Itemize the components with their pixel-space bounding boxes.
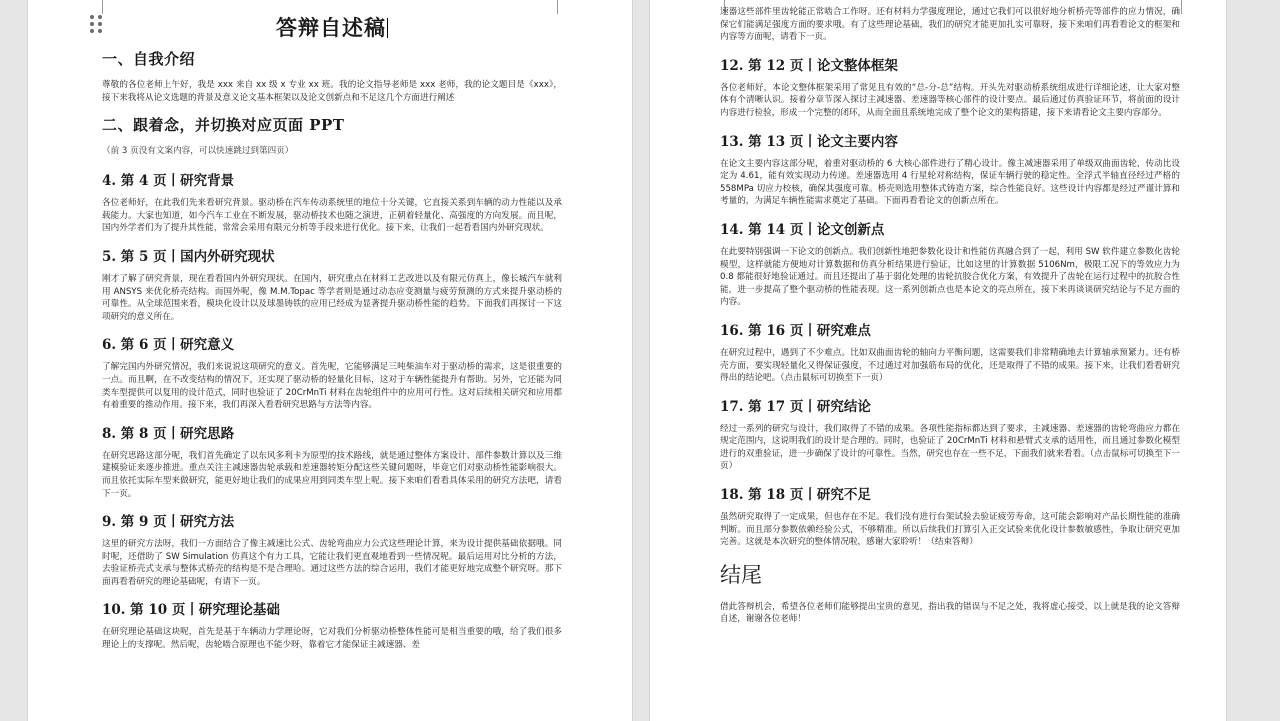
paragraph: 各位老师好，在此我们先来看研究背景。驱动桥在汽车传动系统里的地位十分关键，它直接关系到车辆的动力性能以及承载能力。大家也知道，如今汽车工业在不断发展，驱动桥技术也随之演进，正朝着轻量化、高强度的方向发展。而且呢，国内外学者们为了提升其性能，常常会采用有限元分析等手段来进行优化。接下来，让我们一起看看国内外研究现状。 — [102, 198, 562, 234]
page-heading: 16. 第 16 页丨研究难点 — [720, 322, 871, 339]
drag-handle-icon[interactable] — [90, 15, 104, 33]
paragraph: 在此要特别强调一下论文的创新点。我们创新性地把参数化设计和性能仿真融合到了一起，利用 SW 软件建立参数化齿轮模型，这样就能方便地对计算数据和仿真分析结果进行验证，比如这里的计算数据 5106Nm，极限工况下的等效应力为 0.8 都能很好地验证通过。而且还提出了基于弱化处理的齿轮抗胶合优化方案，有效提升了齿轮在运行过程中的抗胶合性能，进一步提高了整个驱动桥的性能表现。这一系列创新点也是本论文的亮点所在，接下来再谈谈研究结论与不足方面的内容。 — [720, 246, 1180, 308]
text-cursor — [387, 18, 388, 38]
paragraph: 各位老师好，本论文整体框架采用了常见且有效的“总-分-总”结构。开头先对驱动桥系统组成进行详细论述，让大家对整体有个清晰认识。接着分章节深入探讨主减速器、差速器等核心部件的设计要点。最后通过仿真验证环节，将前面的设计内容进行检验，形成一个完整的闭环，从而全面且系统地完成了整个论文的架构搭建，接下来请看论文主要内容部分。 — [720, 82, 1180, 118]
paragraph: 刚才了解了研究背景，现在看看国内外研究现状。在国内，研究重点在材料工艺改进以及有限元仿真上，像长城汽车就利用 ANSYS 来优化桥壳结构。而国外呢，像 M.M.Topac 等学者则是通过动态应变测量与疲劳预测的方式来提升驱动桥的可靠性。从全球范围来看，模块化设计以及球墨铸铁的应用已经成为显著提升驱动桥性能的趋势。下面我们再探讨一下这项研究的意义所在。 — [102, 273, 562, 322]
page-heading: 17. 第 17 页丨研究结论 — [720, 398, 871, 415]
paragraph: 在研究理论基础这块呢，首先是基于车辆动力学理论呀，它对我们分析驱动桥整体性能可是相当重要的哦，给了我们很多理论上的支撑呢。然后呢，齿轮啮合原理也不能少呀，靠着它才能保证主减速器、差 — [102, 627, 562, 651]
paragraph: 在论文主要内容这部分呢，着重对驱动桥的 6 大核心部件进行了精心设计。像主减速器采用了单级双曲面齿轮，传动比设定为 4.61，能有效实现动力传递。差速器选用 4 行星轮对称结构，保证车辆行驶的稳定性。全浮式半轴直径经过严格的 558MPa 切应力校核，确保其强度可靠。桥壳则选用整体式铸造方案，综合性能良好。这些设计内容都是经过严谨计算和考量的，为满足车辆性能需求奠定了基础。下面再看看论文的创新点所在。 — [720, 158, 1180, 207]
paragraph: 这里的研究方法呀，我们一方面结合了像主减速比公式、齿轮弯曲应力公式这些理论计算，来为设计提供基础依据哦。同时呢，还借助了 SW Simulation 仿真这个有力工具，它能让我们更直观地看到一些情况呢。最后运用对比分析的方法，去验证桥壳式支承与整体式桥壳的结构是不是合理哈。通过这些方法的综合运用，我们才能更好地完成整个研究呀。那下面再看看研究的理论基础呢，有请下一页。 — [102, 539, 562, 587]
paragraph: 尊敬的各位老师上午好，我是 xxx 来自 xx 级 x 专业 xx 班。我的论文指导老师是 xxx 老师，我的论文题目是《xxx》，接下来我将从论文选题的背景及意义论文基本框架以及论文创新点和不足这几个方面进行阐述 — [102, 80, 562, 103]
page-heading: 8. 第 8 页丨研究思路 — [102, 425, 235, 442]
document-page-left[interactable] — [28, 0, 632, 721]
document-title[interactable]: 答辩自述稿 — [276, 15, 386, 40]
section-heading: 二、跟着念，并切换对应页面 PPT — [102, 116, 345, 135]
page-heading: 12. 第 12 页丨论文整体框架 — [720, 57, 898, 74]
page-heading: 13. 第 13 页丨论文主要内容 — [720, 133, 898, 150]
paragraph: 借此答辩机会，希望各位老师们能够提出宝贵的意见，指出我的错误与不足之处，我将虚心接受，以上就是我的论文答辩自述，谢谢各位老师！ — [720, 601, 1180, 625]
paragraph: 在研究过程中，遇到了不少难点。比如双曲面齿轮的轴向力平衡问题，这需要我们非常精确地去计算轴承预紧力。还有桥壳方面，要实现轻量化又得保证强度，不过通过对加强筋布局的优化，还是取得了不错的成果。接下来，让我们看看研究得出的结论吧。（点击鼠标可切换至下一页） — [720, 347, 1180, 384]
page-heading: 5. 第 5 页丨国内外研究现状 — [102, 248, 275, 265]
page-heading: 6. 第 6 页丨研究意义 — [102, 337, 235, 354]
crop-mark — [88, 0, 103, 14]
note-text: （前 3 页没有文案内容，可以快速跳过到第四页） — [102, 146, 294, 157]
crop-mark — [1181, 0, 1196, 14]
page-heading: 14. 第 14 页丨论文创新点 — [720, 221, 885, 238]
page-heading: 9. 第 9 页丨研究方法 — [102, 514, 235, 531]
paragraph: 虽然研究取得了一定成果，但也存在不足。我们没有进行台架试验去验证疲劳寿命，这可能会影响对产品长期性能的准确判断。而且部分参数依赖经验公式，不够精准。所以后续我们打算引入正交试验来优化设计参数敏感性，争取让研究更加完善。这就是本次研究的整体情况啦，感谢大家聆听！（结束答辩） — [720, 512, 1180, 548]
paragraph: 经过一系列的研究与设计，我们取得了不错的成果。各项性能指标都达到了要求，主减速器、差速器的齿轮弯曲应力都在规定范围内，这说明我们的设计是合理的。同时，也验证了 20CrMnTi 材料和悬臂式支承的适用性，而且通过参数化模型进行的双重验证，进一步确保了设计的可靠性。当然，研究也存在一些不足，下面我们就来看看。（点击鼠标可切换至下一页） — [720, 423, 1180, 472]
page-heading: 10. 第 10 页丨研究理论基础 — [102, 602, 280, 619]
paragraph: 了解完国内外研究情况，我们来说说这项研究的意义。首先呢，它能够满足三吨柴油车对于驱动桥的需求，这是很重要的一点。而且啊，在不改变结构的情况下，还实现了驱动桥的轻量化目标，这对于车辆性能提升有帮助。另外，它还能为同类车型提供可以复用的设计范式，同时也验证了 20CrMnTi 材料在齿轮组件中的应用可行性。这对后续相关研究和应用都有着重要的推动作用。接下来，我们再深入看看研究思路与方法等内容。 — [102, 362, 562, 411]
section-heading: 一、自我介绍 — [102, 50, 196, 68]
page-heading: 18. 第 18 页丨研究不足 — [720, 487, 871, 504]
document-page-right[interactable] — [650, 0, 1226, 721]
paragraph: 速器这些部件里齿轮能正常啮合工作呀。还有材料力学强度理论，通过它我们可以很好地分析桥壳等部件的应力情况，确保它们能满足强度方面的要求哦。有了这些理论基础，我们的研究才能更加扎实可靠呀，接下来咱们再看看论文的框架和内容等方面呢，请看下一页。 — [720, 7, 1180, 43]
page-heading: 4. 第 4 页丨研究背景 — [102, 173, 235, 190]
paragraph: 在研究思路这部分呢，我们首先确定了以东风多利卡为原型的技术路线，就是通过整体方案设计、部件参数计算以及三维建模验证来逐步推进。重点关注主减速器齿轮承载和差速器转矩分配这些关键问题呀，毕竟它们对驱动桥性能影响很大。而且依托实际车型来做研究，能更好地让我们的成果应用到同类车型上呢。接下来咱们看看具体采用的研究方法吧，请看下一页。 — [102, 450, 562, 499]
ending-heading: 结尾 — [720, 562, 762, 587]
